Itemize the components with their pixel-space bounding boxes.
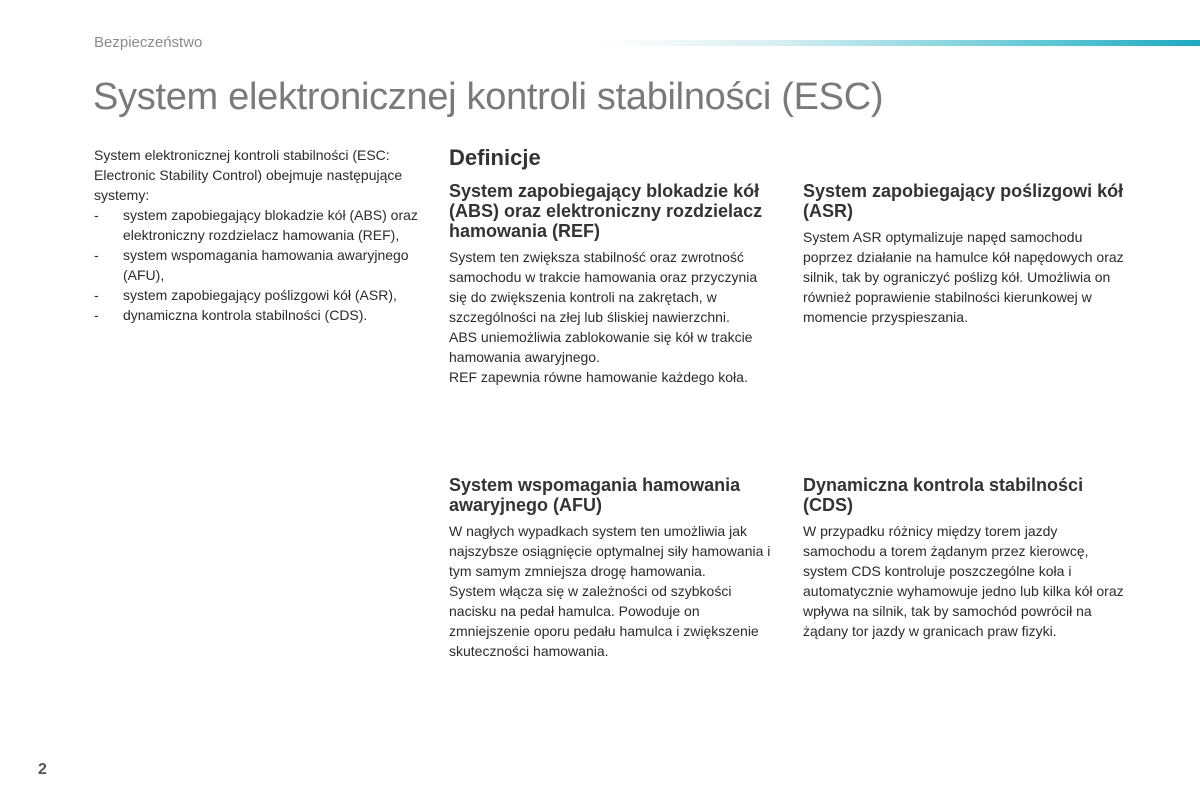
- page-number: 2: [38, 761, 47, 778]
- definition-afu-title: System wspomagania hamowania awaryjnego (AFU): [449, 475, 741, 515]
- list-item: [94, 305, 424, 325]
- definition-asr-paragraph: System ASR optymalizuje napęd samochodu poprzez działanie na hamulce kół napędowych oraz silnik, tak by ograniczyć poślizg kół. Umożliwia on również poprawienie stabilności kierunkowej w momencie przyspieszania.: [803, 229, 1124, 325]
- definition-abs-ref: [449, 181, 775, 387]
- definition-abs-paragraph: ABS uniemożliwia zablokowanie się kół w trakcie hamowania awaryjnego.: [449, 329, 753, 365]
- list-item: [94, 285, 424, 305]
- section-label: Bezpieczeństwo: [94, 34, 203, 51]
- list-item: [94, 205, 424, 245]
- list-bullet: -: [94, 307, 99, 323]
- definition-asr-title: System zapobiegający poślizgowi kół (ASR): [803, 181, 1124, 221]
- intro-system-list: [94, 205, 424, 325]
- intro-text: System elektronicznej kontroli stabilności (ESC: Electronic Stability Control) obejmuje następujące systemy:: [94, 147, 403, 203]
- list-item-text: system zapobiegający poślizgowi kół (ASR),: [123, 287, 397, 303]
- list-bullet: -: [94, 207, 99, 223]
- page-title: System elektronicznej kontroli stabilności (ESC): [93, 76, 884, 118]
- definition-asr: [803, 181, 1129, 327]
- definition-abs-title: System zapobiegający blokadzie kół (ABS) oraz elektroniczny rozdzielacz hamowania (REF): [449, 181, 763, 241]
- list-item-text: system wspomagania hamowania awaryjnego (AFU),: [123, 247, 409, 283]
- definition-cds-title: Dynamiczna kontrola stabilności (CDS): [803, 475, 1084, 515]
- definition-abs-paragraph: System ten zwiększa stabilność oraz zwrotność samochodu w trakcie hamowania oraz przyczynia się do zwiększenia kontroli na zakrętach, w szczególności na złej lub śliskiej nawierzchni.: [449, 249, 758, 325]
- definition-abs-paragraph: REF zapewnia równe hamowanie każdego koła.: [449, 369, 748, 385]
- definition-cds: [803, 475, 1129, 641]
- list-bullet: -: [94, 247, 99, 263]
- list-item-text: system zapobiegający blokadzie kół (ABS) oraz elektroniczny rozdzielacz hamowania (REF),: [123, 207, 418, 243]
- list-item: [94, 245, 424, 285]
- intro-section: [94, 145, 424, 325]
- definition-afu-paragraph: System włącza się w zależności od szybkości nacisku na pedał hamulca. Powoduje on zmniejszenie oporu pedału hamulca i zwiększenie skuteczności hamowania.: [449, 583, 759, 659]
- definition-afu: [449, 475, 775, 661]
- definition-cds-paragraph: W przypadku różnicy między torem jazdy samochodu a torem żądanym przez kierowcę, system CDS kontroluje poszczególne koła i automatycznie wyhamowuje jedno lub kilka kół oraz wpływa na silnik, tak by samochód powrócił na żądany tor jazdy w granicach praw fizyki.: [803, 523, 1124, 639]
- header-accent-bar: [600, 40, 1200, 46]
- list-bullet: -: [94, 287, 99, 303]
- list-item-text: dynamiczna kontrola stabilności (CDS).: [123, 307, 368, 323]
- definitions-heading: Definicje: [449, 145, 541, 170]
- definition-afu-paragraph: W nagłych wypadkach system ten umożliwia jak najszybsze osiągnięcie optymalnej siły hamowania i tym samym zmniejsza drogę hamowania.: [449, 523, 771, 579]
